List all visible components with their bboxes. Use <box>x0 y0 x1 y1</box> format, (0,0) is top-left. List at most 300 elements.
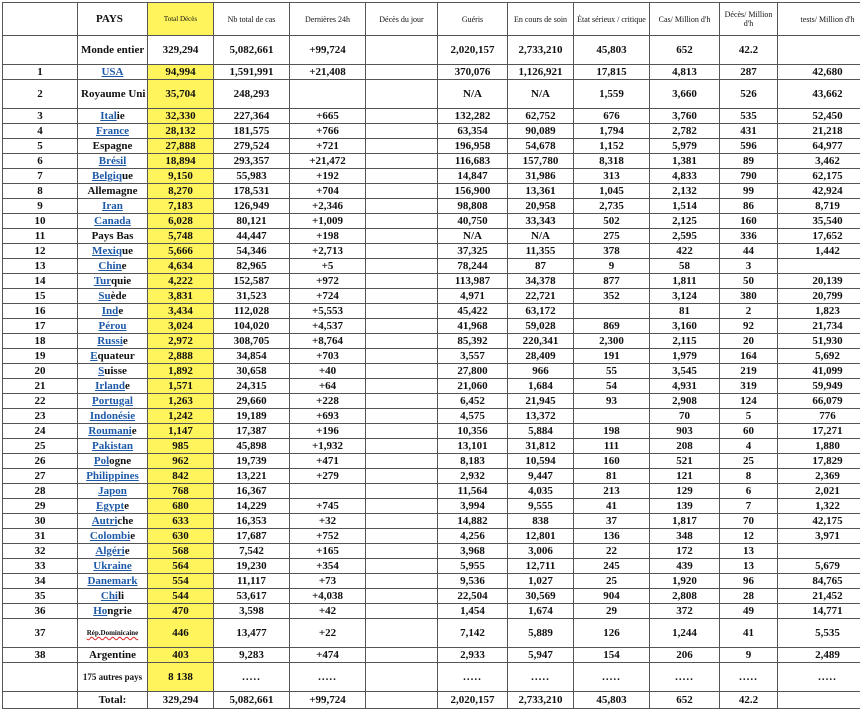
row-rank: 15 <box>3 289 78 304</box>
row-total-deaths: 985 <box>148 439 214 454</box>
row-deaths-per-million: 70 <box>720 514 778 529</box>
row-cases-per-million: 3,760 <box>650 109 720 124</box>
row-country <box>78 109 148 124</box>
row-total-cases: 178,531 <box>214 184 290 199</box>
row-serious: 81 <box>574 469 650 484</box>
row-total-cases: 112,028 <box>214 304 290 319</box>
row-recovered: 116,683 <box>438 154 508 169</box>
country-link[interactable]: Portugal <box>92 395 133 407</box>
total-deaths-per-million: 42.2 <box>720 692 778 709</box>
country-link[interactable]: Egypt <box>96 500 124 512</box>
row-country <box>78 304 148 319</box>
country-link[interactable]: Su <box>98 290 110 302</box>
row-cases-per-million: 3,160 <box>650 319 720 334</box>
row-tests-per-million: 59,949 <box>778 379 860 394</box>
row-country <box>78 184 148 199</box>
others-new-cases: ..... <box>290 663 366 692</box>
row-new-cases: +752 <box>290 529 366 544</box>
row-serious: 1,559 <box>574 80 650 109</box>
row-recovered: 132,282 <box>438 109 508 124</box>
table-row <box>3 439 860 454</box>
others-tests-per-million: ..... <box>778 663 860 692</box>
table-row <box>3 529 860 544</box>
row-total-cases: 55,983 <box>214 169 290 184</box>
header-row <box>3 3 860 36</box>
country-link[interactable]: Ukraine <box>93 560 132 572</box>
row-new-cases: +471 <box>290 454 366 469</box>
row-tests-per-million: 2,489 <box>778 648 860 663</box>
row-tests-per-million: 84,765 <box>778 574 860 589</box>
row-total-cases: 45,898 <box>214 439 290 454</box>
row-serious: 136 <box>574 529 650 544</box>
row-deaths-per-million: 596 <box>720 139 778 154</box>
row-serious: 154 <box>574 648 650 663</box>
others-serious: ..... <box>574 663 650 692</box>
row-new-deaths <box>366 124 438 139</box>
country-name-text: Espagne <box>93 140 133 152</box>
row-rank: 2 <box>3 80 78 109</box>
row-tests-per-million: 66,079 <box>778 394 860 409</box>
row-cases-per-million: 172 <box>650 544 720 559</box>
country-name-text: ogne <box>109 455 131 467</box>
row-total-deaths: 630 <box>148 529 214 544</box>
country-name-text: e <box>124 500 129 512</box>
row-deaths-per-million: 164 <box>720 349 778 364</box>
row-rank: 18 <box>3 334 78 349</box>
row-cases-per-million: 129 <box>650 484 720 499</box>
row-active: 31,812 <box>508 439 574 454</box>
row-total-deaths: 3,831 <box>148 289 214 304</box>
row-active: 9,447 <box>508 469 574 484</box>
row-country <box>78 544 148 559</box>
row-deaths-per-million: 5 <box>720 409 778 424</box>
country-link[interactable]: Chi <box>101 590 118 602</box>
row-total-deaths: 446 <box>148 619 214 648</box>
row-total-deaths: 2,888 <box>148 349 214 364</box>
row-recovered: 37,325 <box>438 244 508 259</box>
row-recovered: 14,847 <box>438 169 508 184</box>
country-link[interactable]: Indonésie <box>90 410 135 422</box>
country-link[interactable]: Philippines <box>86 470 139 482</box>
country-link[interactable]: Iran <box>102 200 123 212</box>
row-total-deaths: 1,892 <box>148 364 214 379</box>
row-cases-per-million: 3,545 <box>650 364 720 379</box>
row-new-cases: +40 <box>290 364 366 379</box>
total-total-deaths: 329,294 <box>148 692 214 709</box>
row-new-cases: +972 <box>290 274 366 289</box>
country-link[interactable]: Pol <box>94 455 109 467</box>
row-deaths-per-million: 287 <box>720 65 778 80</box>
country-name-text: e <box>122 260 127 272</box>
country-name-text: Royaume Uni <box>81 88 145 100</box>
row-tests-per-million: 17,652 <box>778 229 860 244</box>
row-total-deaths: 680 <box>148 499 214 514</box>
row-recovered: 196,958 <box>438 139 508 154</box>
row-serious: 676 <box>574 109 650 124</box>
row-new-cases: +693 <box>290 409 366 424</box>
country-link[interactable]: Pérou <box>99 320 127 332</box>
row-new-cases: +5 <box>290 259 366 274</box>
row-new-cases: +704 <box>290 184 366 199</box>
row-deaths-per-million: 89 <box>720 154 778 169</box>
table-row <box>3 109 860 124</box>
row-deaths-per-million: 49 <box>720 604 778 619</box>
others-row <box>3 663 860 692</box>
country-link[interactable]: France <box>96 125 129 137</box>
row-total-cases: 279,524 <box>214 139 290 154</box>
row-rank: 5 <box>3 139 78 154</box>
row-cases-per-million: 206 <box>650 648 720 663</box>
table-row <box>3 169 860 184</box>
row-active: 5,889 <box>508 619 574 648</box>
row-serious: 1,045 <box>574 184 650 199</box>
row-new-deaths <box>366 619 438 648</box>
table-row <box>3 199 860 214</box>
row-total-cases: 181,575 <box>214 124 290 139</box>
row-new-deaths <box>366 109 438 124</box>
row-new-deaths <box>366 559 438 574</box>
row-country <box>78 139 148 154</box>
country-link[interactable]: S <box>98 365 104 377</box>
row-total-deaths: 2,972 <box>148 334 214 349</box>
row-deaths-per-million: 7 <box>720 499 778 514</box>
row-recovered: 10,356 <box>438 424 508 439</box>
row-country <box>78 499 148 514</box>
country-link[interactable]: Canada <box>94 215 131 227</box>
row-active: 1,027 <box>508 574 574 589</box>
row-new-cases: +21,408 <box>290 65 366 80</box>
row-total-deaths: 35,704 <box>148 80 214 109</box>
row-new-cases: +1,932 <box>290 439 366 454</box>
row-country <box>78 154 148 169</box>
country-link[interactable]: Autri <box>92 515 118 527</box>
row-rank: 12 <box>3 244 78 259</box>
country-link[interactable]: Roumani <box>88 425 131 437</box>
row-rank: 4 <box>3 124 78 139</box>
country-name-text: ngrie <box>107 605 131 617</box>
row-serious: 869 <box>574 319 650 334</box>
row-serious: 126 <box>574 619 650 648</box>
country-link[interactable]: Colombi <box>90 530 130 542</box>
row-cases-per-million: 2,808 <box>650 589 720 604</box>
row-serious: 111 <box>574 439 650 454</box>
row-cases-per-million: 139 <box>650 499 720 514</box>
row-serious: 37 <box>574 514 650 529</box>
country-link[interactable]: Chin <box>98 260 121 272</box>
country-name-text: ue <box>122 245 133 257</box>
row-tests-per-million: 42,175 <box>778 514 860 529</box>
row-cases-per-million: 348 <box>650 529 720 544</box>
world-tests-per-million <box>778 36 860 65</box>
row-new-cases: +165 <box>290 544 366 559</box>
country-link[interactable]: Tur <box>94 275 111 287</box>
row-tests-per-million: 42,680 <box>778 65 860 80</box>
world-recovered: 2,020,157 <box>438 36 508 65</box>
country-link[interactable]: Ho <box>93 605 107 617</box>
row-deaths-per-million: 86 <box>720 199 778 214</box>
header-serious: État sérieux / critique <box>574 3 650 36</box>
row-country <box>78 648 148 663</box>
table-row <box>3 154 860 169</box>
row-serious: 25 <box>574 574 650 589</box>
table-row <box>3 648 860 663</box>
row-recovered: 8,183 <box>438 454 508 469</box>
row-rank: 11 <box>3 229 78 244</box>
row-total-cases: 53,617 <box>214 589 290 604</box>
table-row <box>3 544 860 559</box>
row-total-cases: 7,542 <box>214 544 290 559</box>
country-link[interactable]: Ind <box>102 305 119 317</box>
row-rank: 19 <box>3 349 78 364</box>
row-recovered: 5,955 <box>438 559 508 574</box>
row-new-cases: +745 <box>290 499 366 514</box>
others-label: 175 autres pays <box>78 663 148 692</box>
row-rank: 21 <box>3 379 78 394</box>
row-tests-per-million: 2,369 <box>778 469 860 484</box>
row-cases-per-million: 2,908 <box>650 394 720 409</box>
row-rank: 31 <box>3 529 78 544</box>
table-row <box>3 454 860 469</box>
row-total-deaths: 28,132 <box>148 124 214 139</box>
country-link[interactable]: Danemark <box>87 575 137 587</box>
row-serious: 1,794 <box>574 124 650 139</box>
country-link[interactable]: Japon <box>98 485 127 497</box>
row-tests-per-million: 62,175 <box>778 169 860 184</box>
row-serious: 198 <box>574 424 650 439</box>
row-serious: 41 <box>574 499 650 514</box>
row-recovered: 3,968 <box>438 544 508 559</box>
row-total-deaths: 633 <box>148 514 214 529</box>
row-cases-per-million: 1,920 <box>650 574 720 589</box>
row-rank: 32 <box>3 544 78 559</box>
country-name-text: e <box>130 530 135 542</box>
country-link[interactable]: Irland <box>95 380 125 392</box>
row-active: 33,343 <box>508 214 574 229</box>
row-serious: 213 <box>574 484 650 499</box>
row-tests-per-million: 20,799 <box>778 289 860 304</box>
row-rank: 30 <box>3 514 78 529</box>
row-country <box>78 259 148 274</box>
header-recovered: Guéris <box>438 3 508 36</box>
row-new-deaths <box>366 80 438 109</box>
row-cases-per-million: 422 <box>650 244 720 259</box>
row-total-deaths: 7,183 <box>148 199 214 214</box>
row-total-cases: 19,189 <box>214 409 290 424</box>
row-country <box>78 589 148 604</box>
country-name-text: e <box>125 380 130 392</box>
row-deaths-per-million: 92 <box>720 319 778 334</box>
row-new-deaths <box>366 319 438 334</box>
row-total-cases: 17,387 <box>214 424 290 439</box>
row-new-cases: +22 <box>290 619 366 648</box>
row-new-cases <box>290 80 366 109</box>
row-cases-per-million: 521 <box>650 454 720 469</box>
row-active: 5,947 <box>508 648 574 663</box>
row-new-deaths <box>366 484 438 499</box>
row-deaths-per-million: 96 <box>720 574 778 589</box>
row-new-cases: +2,346 <box>290 199 366 214</box>
country-link[interactable]: USA <box>101 66 123 78</box>
table-row <box>3 409 860 424</box>
row-recovered: 2,933 <box>438 648 508 663</box>
world-new-cases: +99,724 <box>290 36 366 65</box>
country-link[interactable]: Brésil <box>99 155 127 167</box>
row-deaths-per-million: 28 <box>720 589 778 604</box>
country-link[interactable]: Ital <box>100 110 117 122</box>
row-new-cases: +474 <box>290 648 366 663</box>
row-new-cases: +1,009 <box>290 214 366 229</box>
row-recovered: 156,900 <box>438 184 508 199</box>
row-total-cases: 104,020 <box>214 319 290 334</box>
country-link[interactable]: E <box>90 350 97 362</box>
row-total-deaths: 564 <box>148 559 214 574</box>
table-row <box>3 65 860 80</box>
row-recovered: 6,452 <box>438 394 508 409</box>
table-row <box>3 394 860 409</box>
row-total-deaths: 6,028 <box>148 214 214 229</box>
table-row <box>3 349 860 364</box>
row-serious: 160 <box>574 454 650 469</box>
total-serious: 45,803 <box>574 692 650 709</box>
row-deaths-per-million: 319 <box>720 379 778 394</box>
table-row <box>3 604 860 619</box>
row-new-deaths <box>366 199 438 214</box>
row-cases-per-million: 2,125 <box>650 214 720 229</box>
row-recovered: 1,454 <box>438 604 508 619</box>
row-total-deaths: 8,270 <box>148 184 214 199</box>
country-link[interactable]: Russi <box>97 335 123 347</box>
row-rank: 33 <box>3 559 78 574</box>
row-country <box>78 379 148 394</box>
table-row <box>3 289 860 304</box>
country-link[interactable]: Mexiq <box>92 245 122 257</box>
row-cases-per-million: 1,811 <box>650 274 720 289</box>
row-total-deaths: 544 <box>148 589 214 604</box>
row-serious: 2,735 <box>574 199 650 214</box>
row-serious: 904 <box>574 589 650 604</box>
row-tests-per-million: 51,930 <box>778 334 860 349</box>
table-row <box>3 274 860 289</box>
country-link[interactable]: Belgiq <box>92 170 122 182</box>
row-country <box>78 199 148 214</box>
row-country <box>78 604 148 619</box>
row-total-cases: 24,315 <box>214 379 290 394</box>
row-tests-per-million: 21,734 <box>778 319 860 334</box>
row-country <box>78 364 148 379</box>
row-total-deaths: 842 <box>148 469 214 484</box>
row-new-cases: +665 <box>290 109 366 124</box>
table-row <box>3 184 860 199</box>
country-name-text: e <box>123 335 128 347</box>
row-total-deaths: 568 <box>148 544 214 559</box>
country-name-text: e <box>118 305 123 317</box>
row-country <box>78 169 148 184</box>
row-rank: 8 <box>3 184 78 199</box>
total-new-cases: +99,724 <box>290 692 366 709</box>
row-cases-per-million: 903 <box>650 424 720 439</box>
row-new-cases: +8,764 <box>290 334 366 349</box>
row-total-cases: 248,293 <box>214 80 290 109</box>
row-country <box>78 349 148 364</box>
country-name-text: ie <box>117 110 125 122</box>
row-serious <box>574 409 650 424</box>
row-active: 1,126,921 <box>508 65 574 80</box>
row-new-deaths <box>366 424 438 439</box>
row-country <box>78 409 148 424</box>
row-total-deaths: 403 <box>148 648 214 663</box>
row-total-cases: 80,121 <box>214 214 290 229</box>
table-row <box>3 514 860 529</box>
row-tests-per-million: 1,322 <box>778 499 860 514</box>
row-cases-per-million: 58 <box>650 259 720 274</box>
row-country <box>78 289 148 304</box>
row-total-cases: 31,523 <box>214 289 290 304</box>
row-total-deaths: 4,222 <box>148 274 214 289</box>
row-active: 21,945 <box>508 394 574 409</box>
row-tests-per-million: 5,692 <box>778 349 860 364</box>
row-deaths-per-million: 99 <box>720 184 778 199</box>
table-row <box>3 214 860 229</box>
row-rank: 36 <box>3 604 78 619</box>
row-deaths-per-million: 219 <box>720 364 778 379</box>
row-recovered: 4,971 <box>438 289 508 304</box>
total-row <box>3 692 860 709</box>
row-new-deaths <box>366 139 438 154</box>
table-row <box>3 559 860 574</box>
country-name-text: e <box>132 425 137 437</box>
row-active: 12,801 <box>508 529 574 544</box>
row-rank: 24 <box>3 424 78 439</box>
row-new-deaths <box>366 169 438 184</box>
row-total-cases: 9,283 <box>214 648 290 663</box>
row-new-deaths <box>366 439 438 454</box>
row-deaths-per-million: 50 <box>720 274 778 289</box>
row-tests-per-million: 1,823 <box>778 304 860 319</box>
row-country <box>78 469 148 484</box>
row-total-deaths: 1,571 <box>148 379 214 394</box>
row-active: 4,035 <box>508 484 574 499</box>
total-recovered: 2,020,157 <box>438 692 508 709</box>
row-deaths-per-million: 25 <box>720 454 778 469</box>
table-row <box>3 124 860 139</box>
row-total-deaths: 1,147 <box>148 424 214 439</box>
row-total-deaths: 1,242 <box>148 409 214 424</box>
row-country <box>78 514 148 529</box>
row-active: 62,752 <box>508 109 574 124</box>
others-active: ..... <box>508 663 574 692</box>
row-country <box>78 559 148 574</box>
row-serious: 378 <box>574 244 650 259</box>
row-total-cases: 19,230 <box>214 559 290 574</box>
row-active: 1,684 <box>508 379 574 394</box>
country-link[interactable]: Pakistan <box>92 440 133 452</box>
row-rank: 34 <box>3 574 78 589</box>
row-tests-per-million: 20,139 <box>778 274 860 289</box>
row-new-cases: +64 <box>290 379 366 394</box>
row-new-deaths <box>366 454 438 469</box>
row-serious: 2,300 <box>574 334 650 349</box>
row-country <box>78 334 148 349</box>
row-cases-per-million: 5,979 <box>650 139 720 154</box>
row-total-cases: 308,705 <box>214 334 290 349</box>
total-label: Total: <box>78 692 148 709</box>
country-name-text: ède <box>111 290 127 302</box>
row-cases-per-million: 1,817 <box>650 514 720 529</box>
row-rank: 10 <box>3 214 78 229</box>
world-active: 2,733,210 <box>508 36 574 65</box>
row-recovered: 4,256 <box>438 529 508 544</box>
country-link[interactable]: Algéri <box>95 545 124 557</box>
